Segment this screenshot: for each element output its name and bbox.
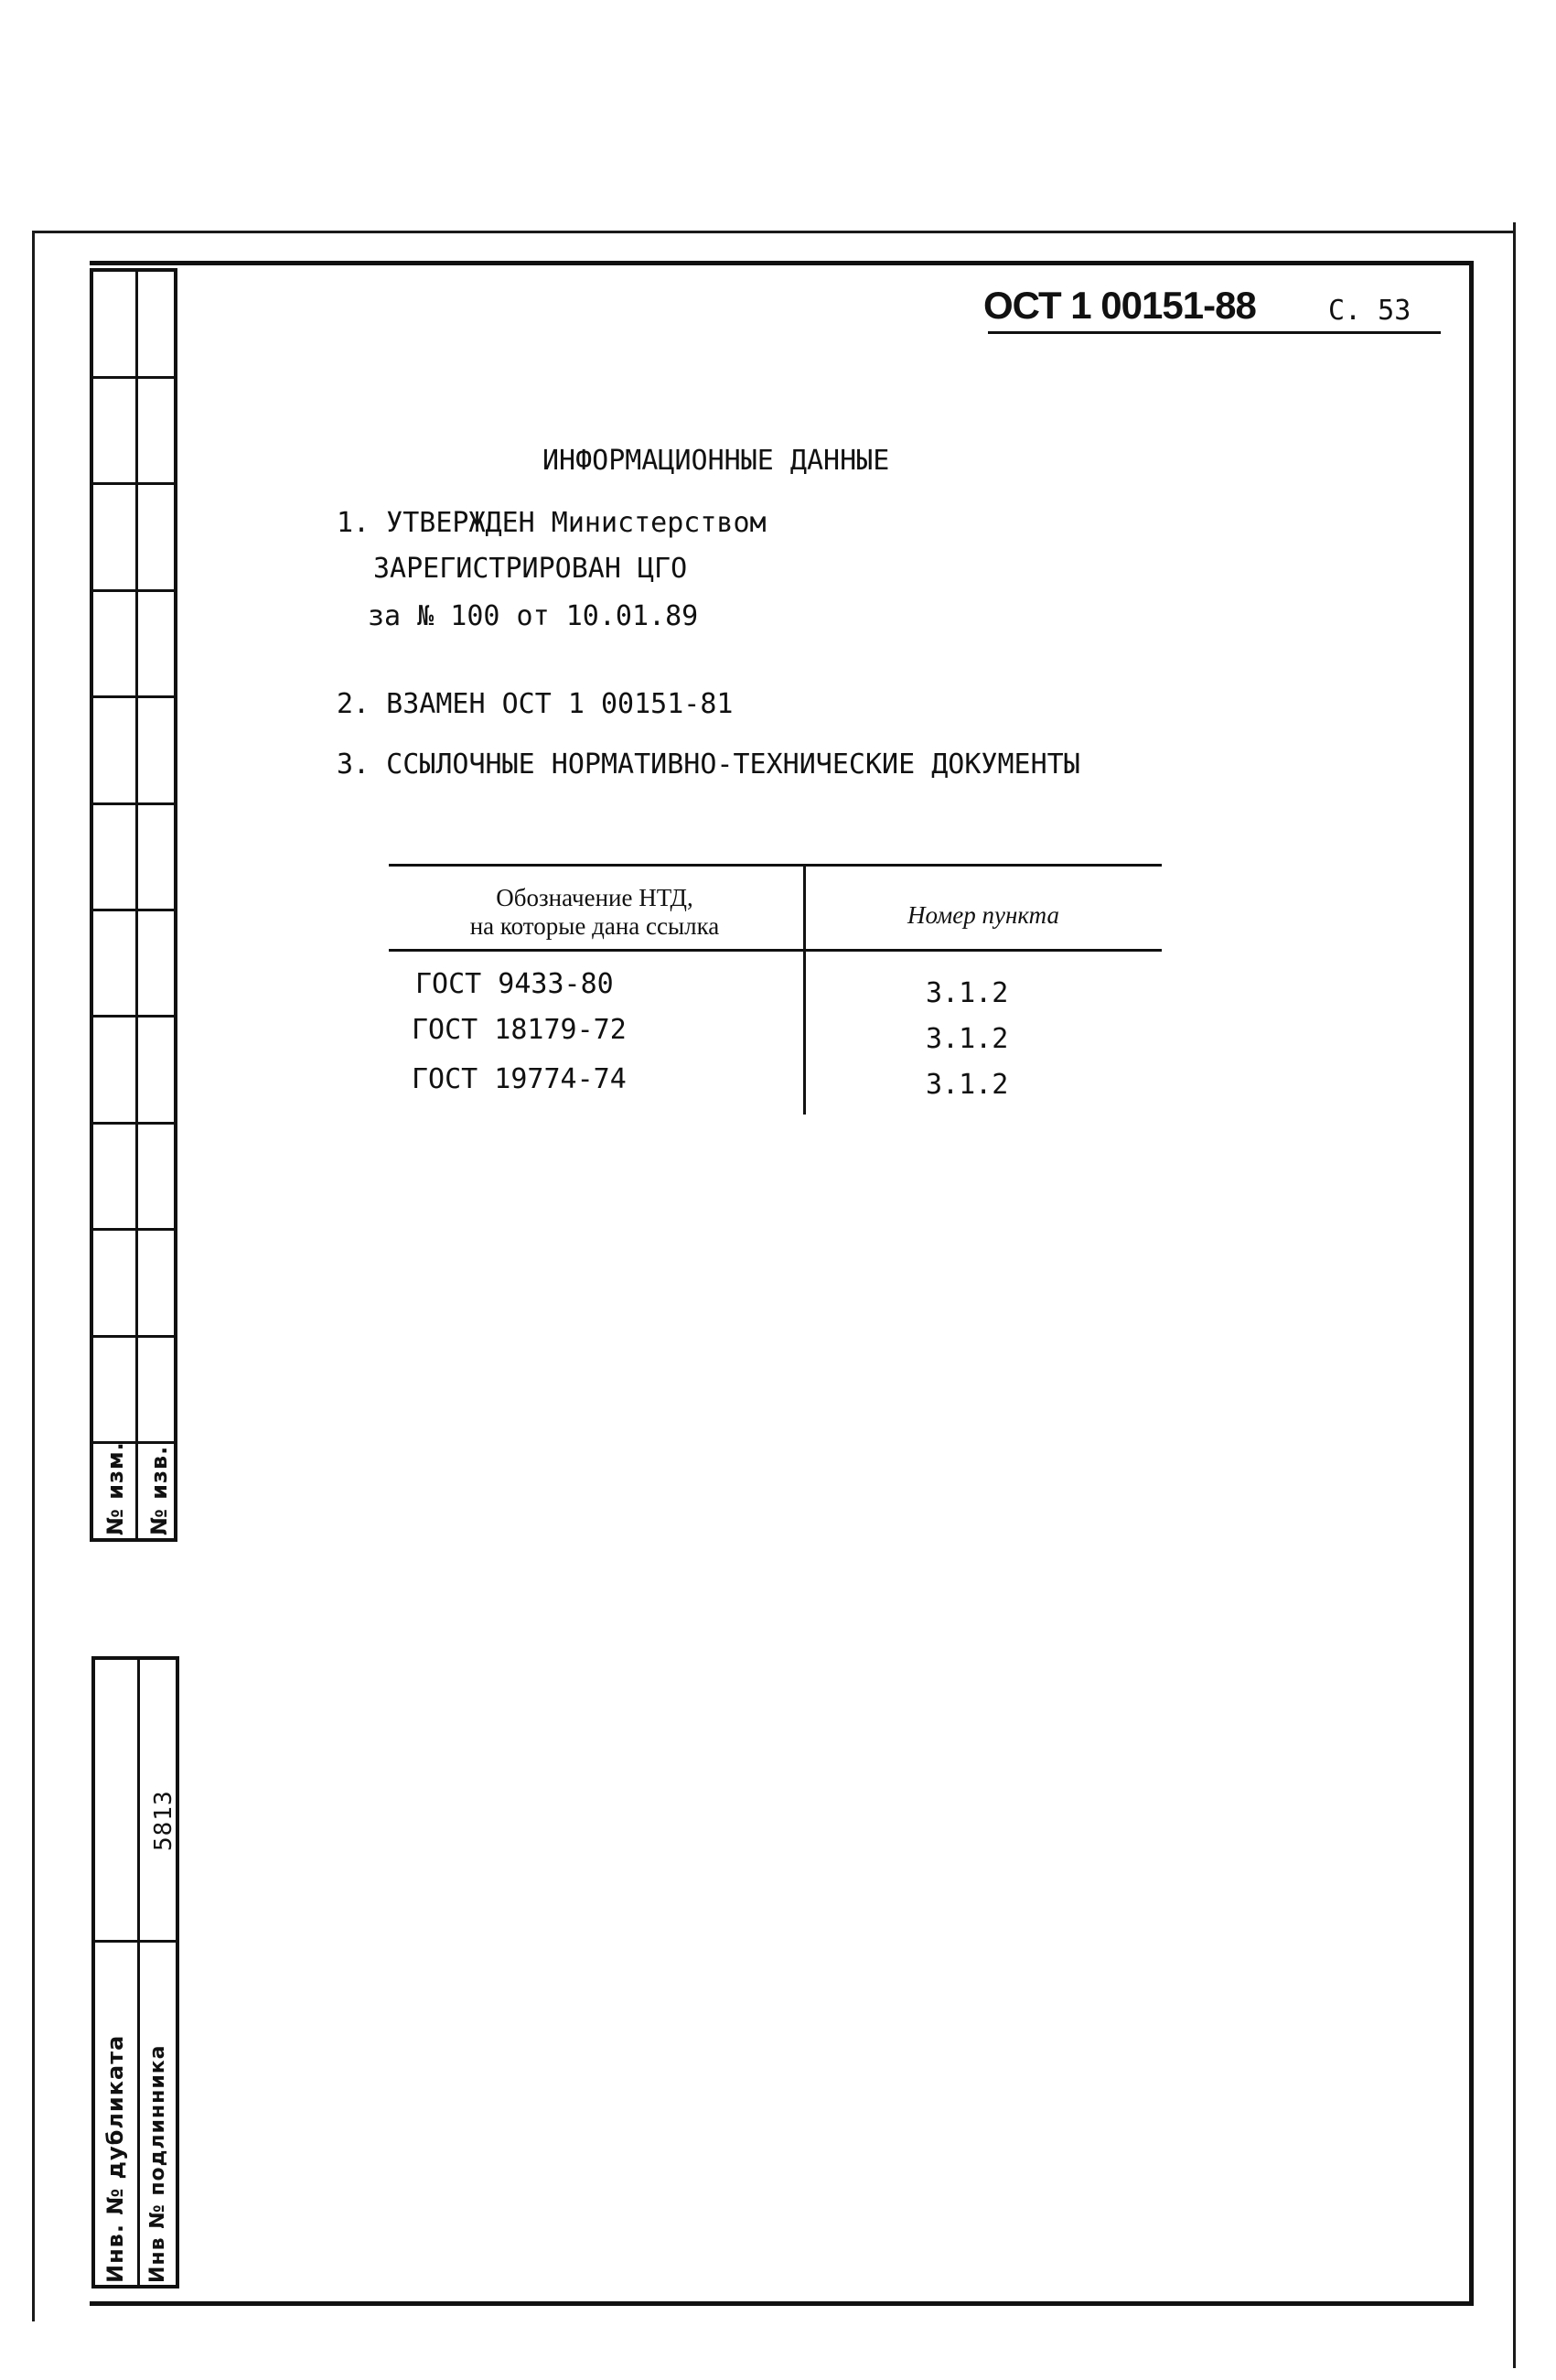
item-1-registered: ЗАРЕГИСТРИРОВАН ЦГО [373,553,688,585]
table-column-divider [803,866,806,1115]
column-header-clause: Номер пункта [907,901,1059,929]
page-number: С. 53 [1328,295,1411,327]
document-code: ОСТ 1 00151-88 [983,284,1256,327]
table-cell-clause: 3.1.2 [926,1069,1009,1101]
strip-row-line [93,1335,174,1338]
column-header-document [393,884,796,941]
strip-row-line [93,376,174,379]
column-header-document-line2: на которые дана ссылка [469,912,720,940]
strip-row-line [93,589,174,592]
page-frame-outer-left [32,231,35,2321]
table-cell-document: ГОСТ 9433-80 [415,968,614,1000]
table-cell-document: ГОСТ 19774-74 [412,1063,627,1095]
page-frame-outer-right [1513,222,1516,2368]
label-change-no: № изм. [102,1441,128,1535]
table-header-rule [389,949,1162,952]
table-cell-document: ГОСТ 18179-72 [412,1014,627,1046]
strip-row-line [93,482,174,485]
table-top-rule [389,864,1162,867]
header-underline [988,331,1441,334]
strip-row-line [93,802,174,805]
strip-row-line [93,1015,174,1018]
page-frame-inner [90,261,1474,2306]
item-1-registration-number: за № 100 от 10.01.89 [368,600,699,632]
section-heading: ИНФОРМАЦИОННЫЕ ДАННЫЕ [542,445,890,477]
label-original-inv: Инв № подлинника [146,2044,169,2283]
table-cell-clause: 3.1.2 [926,1023,1009,1055]
label-notice-no: № изв. [146,1445,172,1535]
strip-row-line [93,909,174,911]
revision-strip [90,268,177,1542]
item-1-approved: 1. УТВЕРЖДЕН Министерством [337,507,767,539]
table-cell-clause: 3.1.2 [926,977,1009,1009]
original-inv-number: 5813 [150,1790,177,1851]
inventory-strip [91,1656,179,2288]
strip-row-line [93,695,174,698]
strip-divider [135,272,138,1538]
column-header-document-line1: Обозначение НТД, [496,884,693,911]
page-frame-outer-top [32,231,1516,233]
item-3-references: 3. ССЫЛОЧНЫЕ НОРМАТИВНО-ТЕХНИЧЕСКИЕ ДОКУМЕНТЫ [337,748,1080,781]
strip-row-line [95,1940,176,1943]
strip-row-line [93,1228,174,1231]
label-duplicate-inv: Инв. № дубликата [102,2034,128,2283]
strip-divider [137,1660,140,2285]
item-2-replaces: 2. ВЗАМЕН ОСТ 1 00151-81 [337,688,734,720]
strip-row-line [93,1122,174,1125]
